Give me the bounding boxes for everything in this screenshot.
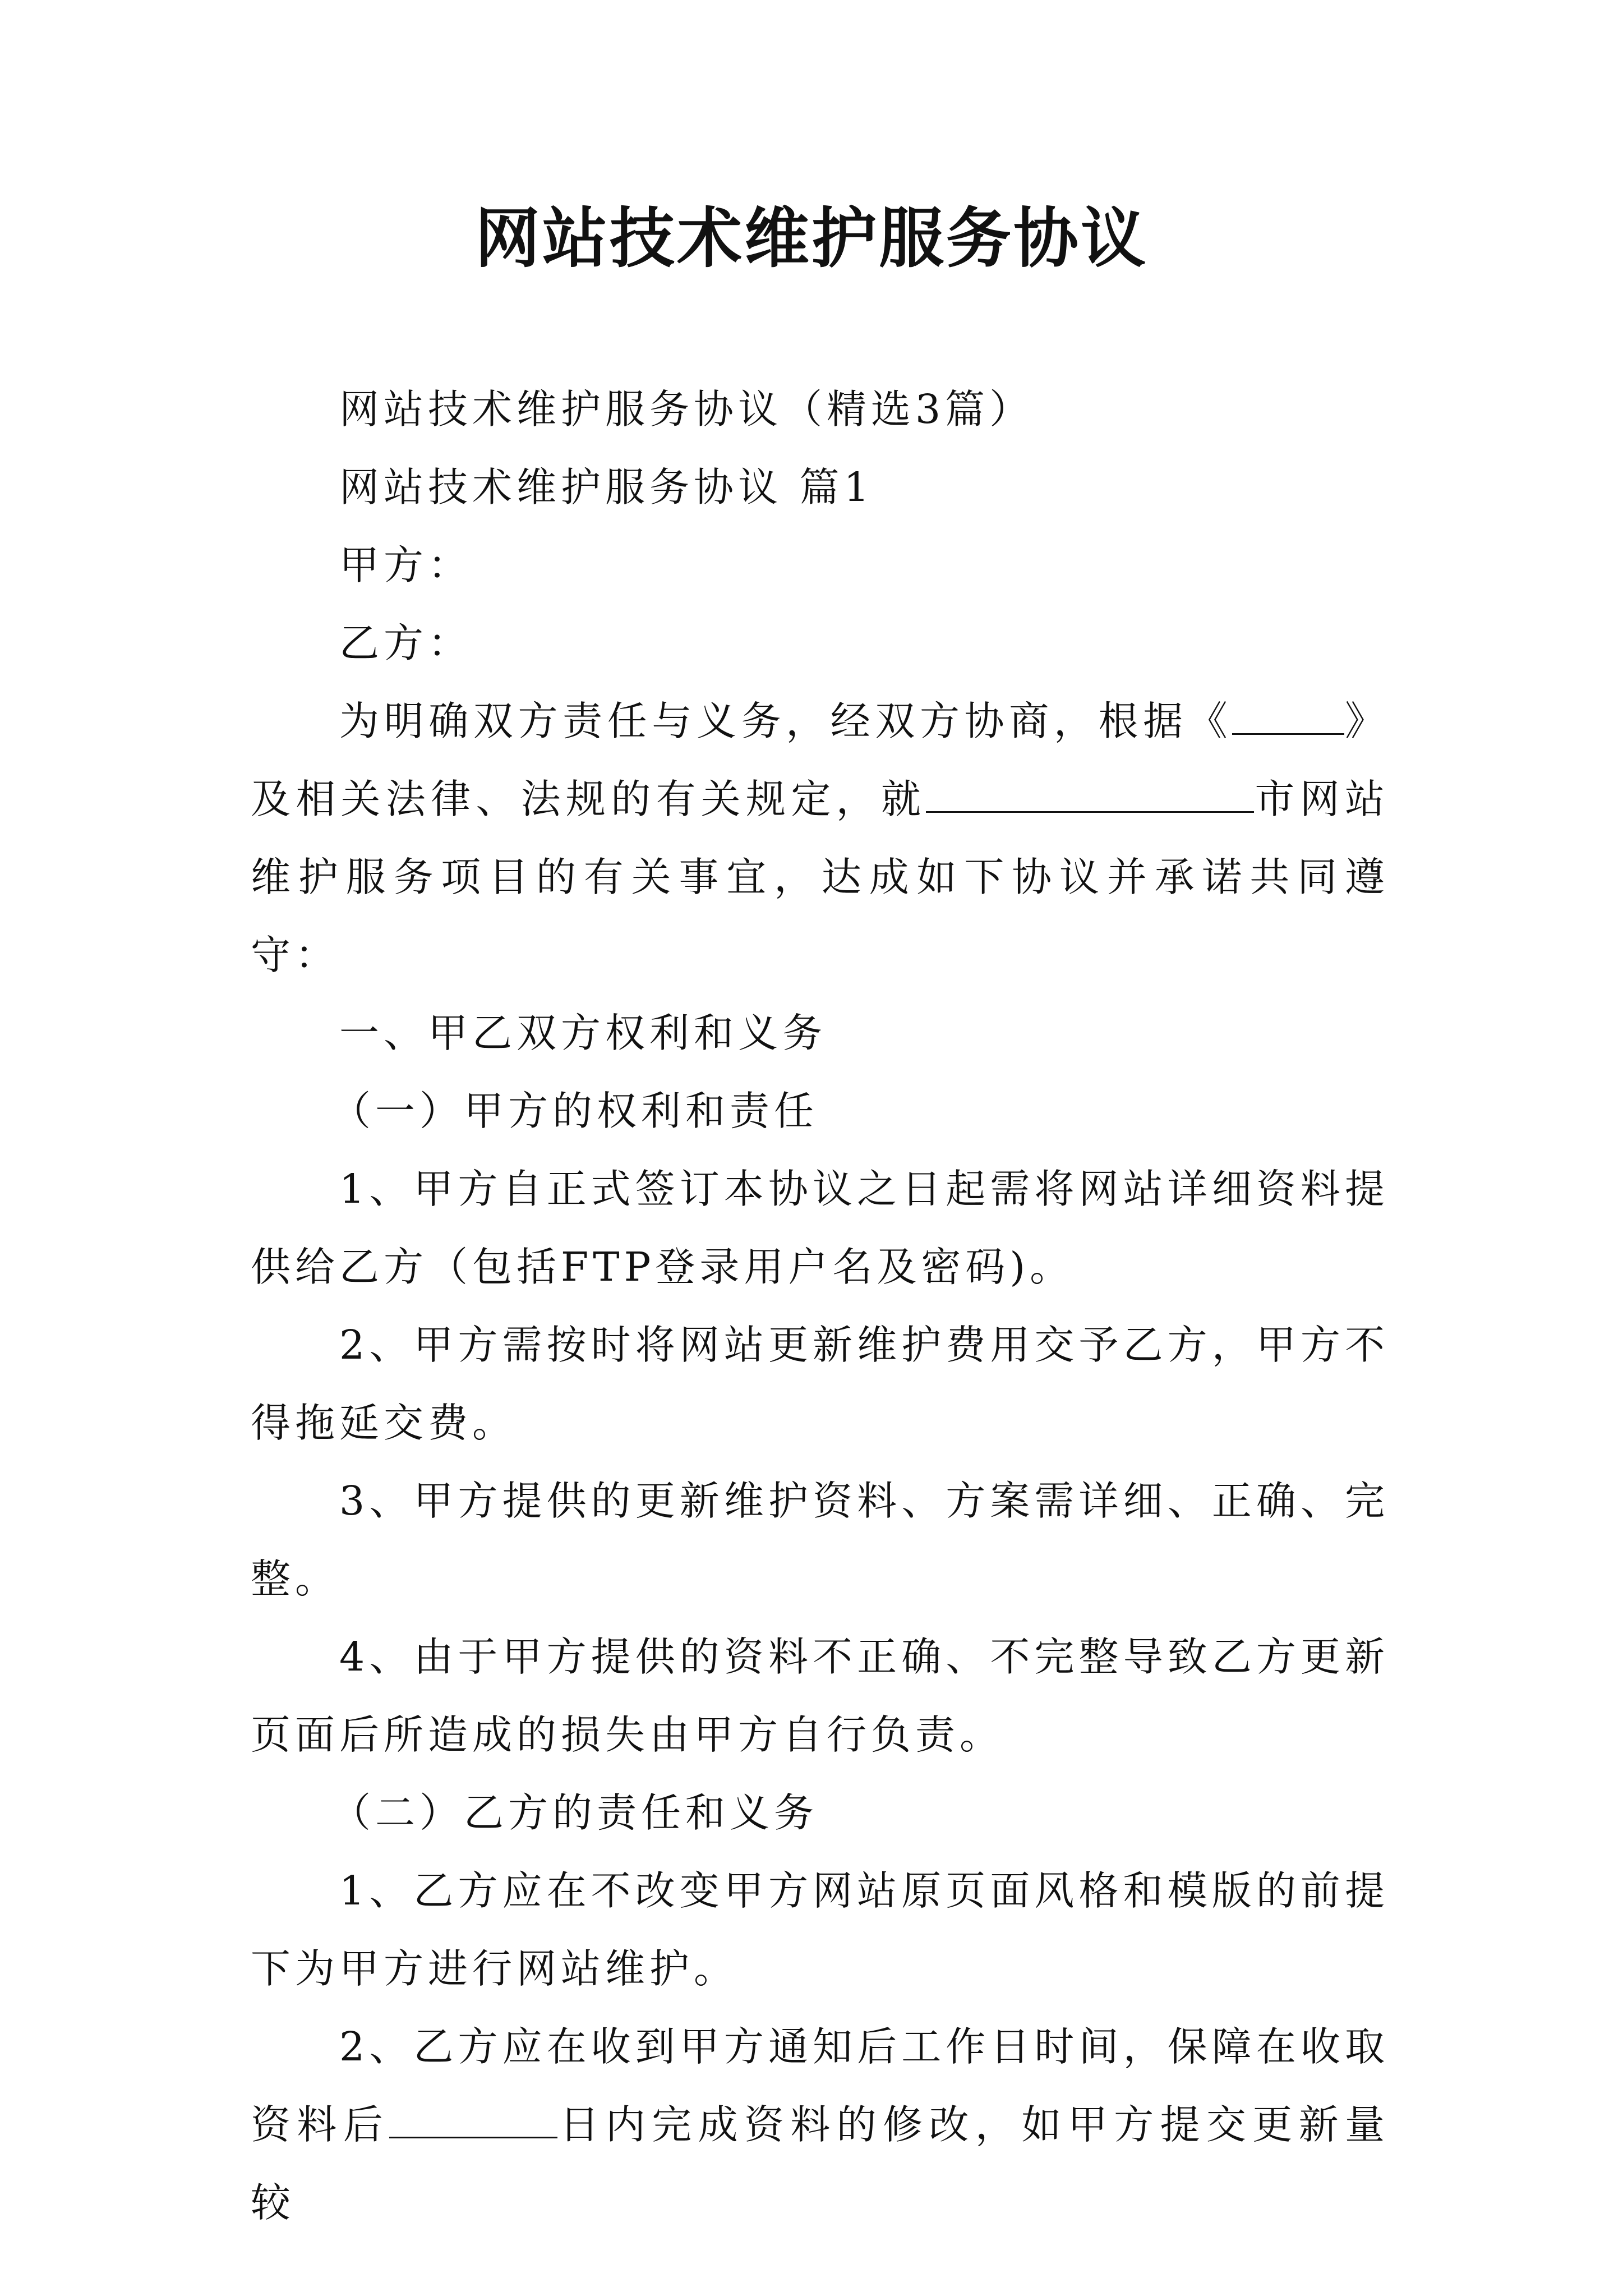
document-title: 网站技术维护服务协议	[475, 200, 1148, 277]
paragraph-chapter-heading: 网站技术维护服务协议 篇1	[339, 464, 874, 510]
law-name-blank	[1232, 696, 1344, 735]
clause-b-2-text-1: 2、乙方应在收到甲方通知后工作日时间，保障在收取资料后	[251, 2023, 1389, 2148]
document-body	[251, 370, 1389, 2242]
party-a-line: 甲方：	[339, 542, 473, 588]
subsection-heading-b: （二）乙方的责任和义务	[331, 1789, 819, 1836]
party-b-line: 乙方：	[339, 620, 473, 666]
clause-b-2-text-2: 日内完成资料的修改，如甲方提交更新量较	[251, 2101, 1389, 2226]
clause-a-3: 3、甲方提供的更新维护资料、方案需详细、正确、完整。	[251, 1478, 1389, 1602]
subsection-heading-a: （一）甲方的权利和责任	[331, 1088, 819, 1134]
preamble-text-1: 为明确双方责任与义务，经双方协商，根据《	[339, 698, 1233, 744]
days-blank	[389, 2100, 557, 2138]
clause-b-1: 1、乙方应在不改变甲方网站原页面风格和模版的前提下为甲方进行网站维护。	[251, 1867, 1389, 1992]
paragraph-preamble	[251, 682, 1389, 994]
clause-a-2: 2、甲方需按时将网站更新维护费用交予乙方，甲方不得拖延交费。	[251, 1322, 1389, 1446]
paragraph-subtitle: 网站技术维护服务协议（精选3篇）	[339, 386, 1034, 432]
preamble-text-3: 市网站维护服务项目的有关事宜，达成如下协议并承诺共同遵守：	[251, 776, 1389, 978]
clause-b-2	[251, 2008, 1389, 2242]
clause-a-4: 4、由于甲方提供的资料不正确、不完整导致乙方更新页面后所造成的损失由甲方自行负责。	[251, 1634, 1389, 1758]
section-heading-1: 一、甲乙双方权利和义务	[339, 1010, 827, 1056]
preamble-text-2: 》及相关法律、法规的有关规定，就	[251, 698, 1389, 822]
clause-a-1: 1、甲方自正式签订本协议之日起需将网站详细资料提供给乙方（包括FTP登录用户名及密码)。	[251, 1166, 1389, 1290]
city-name-blank	[926, 774, 1254, 813]
